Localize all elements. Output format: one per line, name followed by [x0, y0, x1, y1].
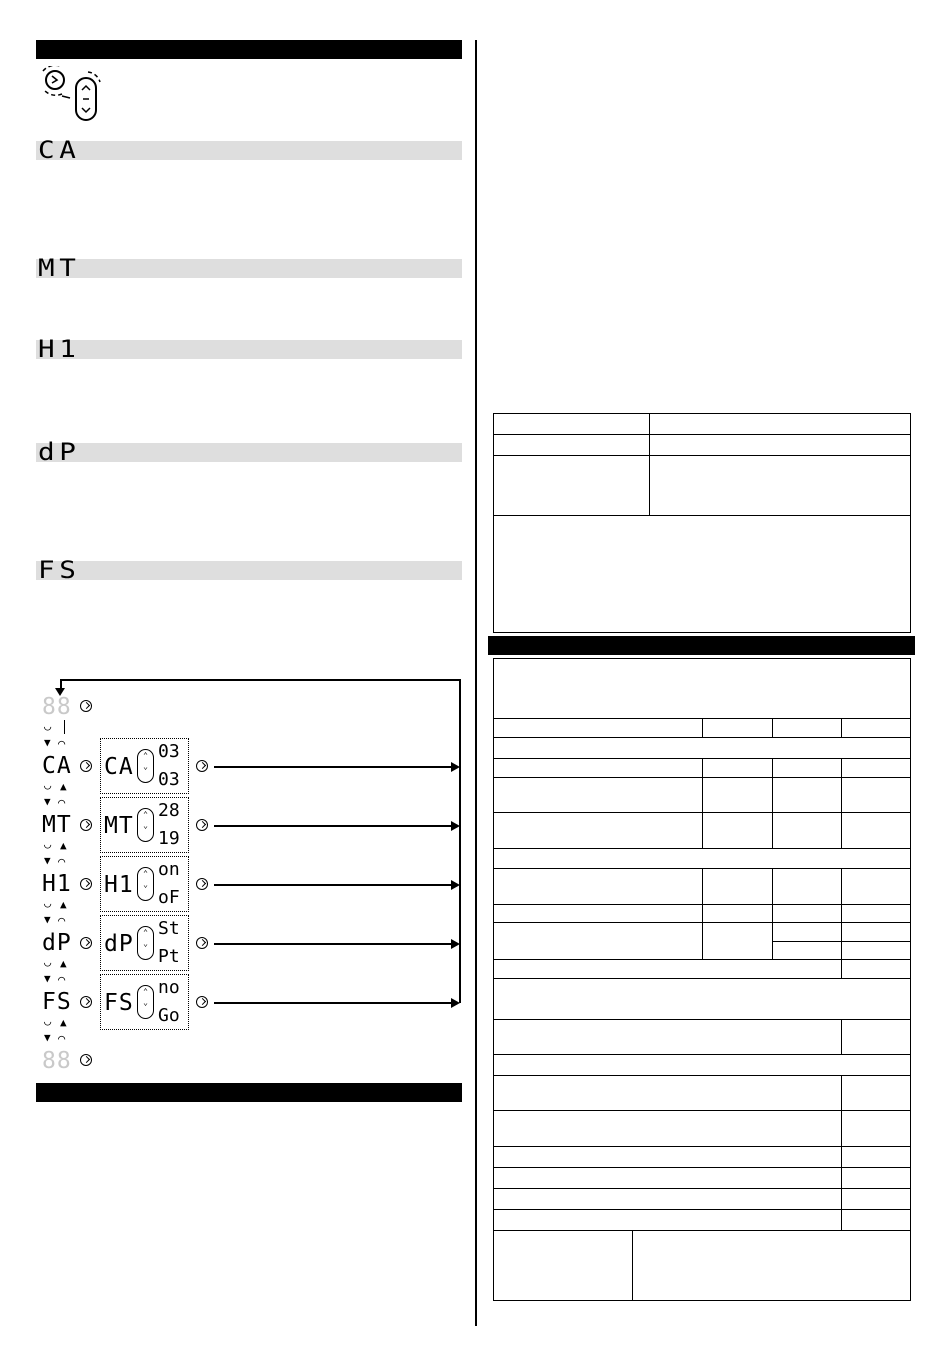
arrow-right-icon: [451, 998, 460, 1008]
value-bottom: oF: [158, 887, 180, 908]
arrow-down-icon: ▼: [44, 736, 51, 749]
table-rule: [493, 737, 911, 738]
table-rule: [493, 1110, 911, 1111]
knob-icon: [196, 996, 208, 1008]
table-rule: [493, 959, 911, 960]
arrow-right-icon: [451, 821, 460, 831]
table-rule: [493, 455, 911, 456]
table-rule: [493, 1167, 911, 1168]
up-down-button-icon: ⌃ ⌄: [137, 867, 154, 901]
panel-code: CA: [104, 754, 134, 780]
flow-row-ca: [36, 735, 464, 795]
value-top: 03: [158, 741, 180, 762]
spec-table: [493, 658, 911, 1301]
value-bottom: 19: [158, 828, 180, 849]
arrow-down-icon: ◡: [44, 719, 52, 733]
table-col-rule: [841, 868, 842, 978]
arrow-up-icon: ▲: [60, 957, 67, 970]
knob-icon: [80, 937, 92, 949]
knob-icon: [80, 1054, 92, 1066]
up-down-button-icon: ⌃ ⌄: [137, 808, 154, 842]
arrow-up-icon: ⌒: [58, 854, 66, 868]
arrow-up-icon: ⌒: [58, 972, 66, 986]
flow-code: H1: [42, 871, 72, 897]
knob-icon: [196, 819, 208, 831]
panel-code: dP: [104, 931, 134, 957]
knob-icon: [196, 937, 208, 949]
up-down-button-icon: ⌃ ⌄: [137, 985, 154, 1019]
section-header-bar: [36, 1083, 462, 1102]
panel-code: MT: [104, 813, 134, 839]
arrow-down-icon: ◡: [44, 778, 52, 792]
knob-icon: [196, 760, 208, 772]
arrow-up-icon: ⌒: [58, 1031, 66, 1045]
arrow-up-icon: ▲: [60, 780, 67, 793]
value-top: no: [158, 977, 180, 998]
table-rule: [493, 848, 911, 849]
arrow-down-icon: ◡: [44, 896, 52, 910]
flow-code: dP: [42, 930, 72, 956]
menu-code-dp: dP: [38, 438, 81, 466]
flow-row-h1: [36, 853, 464, 913]
menu-bar-dp: [36, 438, 462, 466]
table-rule: [493, 1209, 911, 1210]
knob-icon: [80, 996, 92, 1008]
arrow-right-icon: [451, 939, 460, 949]
arrow-up-icon: ⌒: [58, 913, 66, 927]
table-col-rule: [841, 718, 842, 737]
flow-arrow-line: [214, 943, 452, 945]
menu-bar-mt: [36, 254, 462, 282]
menu-bar-h1: [36, 335, 462, 363]
value-bottom: Pt: [158, 946, 180, 967]
table-rule: [493, 1075, 911, 1076]
arrow-up-icon: ⌒: [58, 795, 66, 809]
flow-arrow-line: [214, 766, 452, 768]
flow-row-dp: [36, 912, 464, 972]
table-rule: [493, 1146, 911, 1147]
flow-code: MT: [42, 812, 72, 838]
section-header-bar: [36, 40, 462, 59]
knob-icon: [80, 700, 92, 712]
column-divider: [475, 40, 477, 1326]
table-col-rule: [702, 758, 703, 848]
table-col-rule: [841, 1019, 842, 1054]
panel-code: FS: [104, 990, 134, 1016]
arrow-down-icon: ◡: [44, 837, 52, 851]
flow-arrow-line: [214, 884, 452, 886]
arrow-up-icon: ⌒: [58, 736, 66, 750]
menu-bar-ca: [36, 136, 462, 164]
connector-line: [64, 720, 65, 734]
arrow-down-icon: ▼: [44, 913, 51, 926]
arrow-right-icon: [451, 762, 460, 772]
table-rule: [493, 434, 911, 435]
arrow-down-icon: ▼: [44, 795, 51, 808]
knob-and-buttons-icon: [40, 66, 110, 122]
value-top: on: [158, 859, 180, 880]
flow-row-mt: [36, 794, 464, 854]
arrow-right-icon: [451, 880, 460, 890]
table-col-rule: [841, 1075, 842, 1230]
arrow-down-icon: ▼: [44, 972, 51, 985]
menu-bar-fs: [36, 556, 462, 584]
table-col-rule: [772, 758, 773, 848]
flow-code: FS: [42, 989, 72, 1015]
section-header-bar: [488, 636, 915, 655]
table-rule: [493, 1188, 911, 1189]
arrow-up-icon: ▲: [60, 839, 67, 852]
up-down-button-icon: ⌃ ⌄: [137, 926, 154, 960]
arrow-down-icon: ▼: [44, 854, 51, 867]
table-col-rule: [702, 718, 703, 737]
knob-icon: [196, 878, 208, 890]
menu-code-h1: H1: [38, 335, 81, 363]
table-rule: [493, 978, 911, 979]
menu-code-ca: CA: [38, 136, 81, 164]
table-rule: [493, 1054, 911, 1055]
arrow-up-icon: ▲: [60, 1016, 67, 1029]
info-table-top: [493, 413, 911, 633]
table-col-rule: [649, 413, 650, 515]
arrow-up-icon: ▲: [60, 898, 67, 911]
flow-arrow-line: [214, 1002, 452, 1004]
knob-icon: [80, 819, 92, 831]
arrow-down-icon: ◡: [44, 1014, 52, 1028]
value-top: 28: [158, 800, 180, 821]
arrow-down-icon: ◡: [44, 955, 52, 969]
loop-line-top: [60, 679, 460, 681]
value-top: St: [158, 918, 180, 939]
flow-arrow-line: [214, 825, 452, 827]
flow-code: CA: [42, 753, 72, 779]
arrow-down-icon: ▼: [44, 1031, 51, 1044]
panel-code: H1: [104, 872, 134, 898]
menu-code-mt: MT: [38, 254, 81, 282]
table-rule: [493, 515, 911, 516]
value-bottom: Go: [158, 1005, 180, 1026]
table-rule: [493, 1230, 911, 1231]
table-col-rule: [841, 758, 842, 848]
table-rule: [493, 1019, 911, 1020]
idle-display-top: 88: [42, 694, 72, 720]
table-col-rule: [632, 1230, 633, 1301]
knob-icon: [80, 760, 92, 772]
table-col-rule: [702, 868, 703, 959]
value-bottom: 03: [158, 769, 180, 790]
menu-code-fs: FS: [38, 556, 81, 584]
table-col-rule: [772, 868, 773, 959]
table-col-rule: [772, 718, 773, 737]
knob-icon: [80, 878, 92, 890]
flow-row-idle-bottom: [36, 1030, 136, 1075]
idle-display-bottom: 88: [42, 1048, 72, 1074]
flow-row-fs: [36, 971, 464, 1031]
up-down-button-icon: ⌃ ⌄: [137, 749, 154, 783]
